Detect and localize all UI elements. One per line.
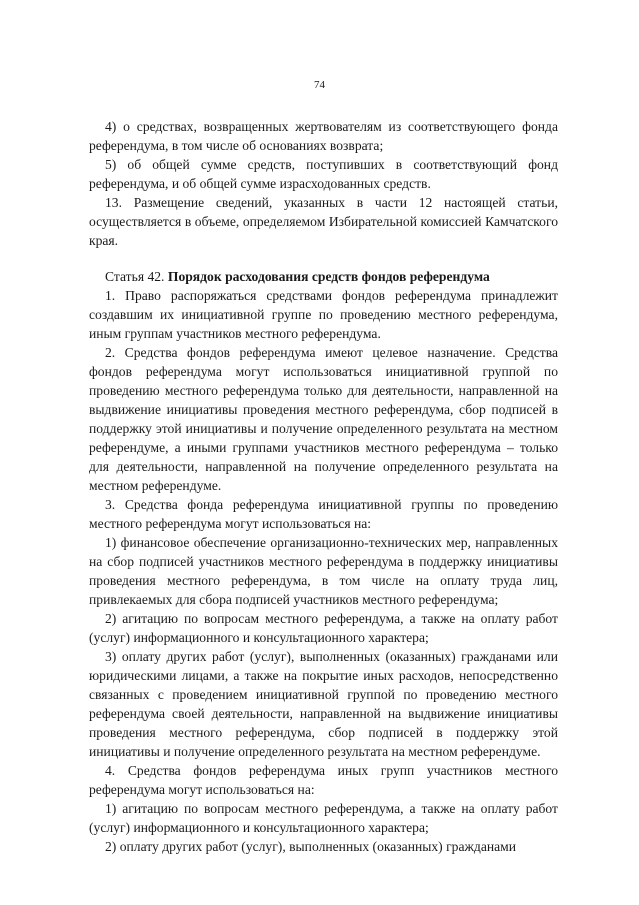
- paragraph-article-1: 1. Право распоряжаться средствами фондов референдума принадлежит создавшим их инициативной группе по проведению местного референдума, иным группам участников местного референдума.: [89, 288, 558, 341]
- paragraph-section-13: 13. Размещение сведений, указанных в части 12 настоящей статьи, осуществляется в объеме, определяемом Избирательной комиссией Камчатского края.: [89, 195, 558, 248]
- page-number: 74: [314, 79, 325, 91]
- article-label: Статья 42.: [105, 269, 165, 284]
- paragraph-article-4-item-1: 1) агитацию по вопросам местного референдума, а также на оплату работ (услуг) информационного и консультационного характера;: [89, 801, 558, 835]
- paragraph-article-3-item-3: 3) оплату других работ (услуг), выполненных (оказанных) гражданами или юридическими лицами, а также на покрытие иных расходов, непосредственно связанных с проведением инициативной группой по проведению местного референдума своей деятельности, направленной на выдвижение инициативы проведения местного референдума, сбор подписей в поддержку этой инициативы и получение определенного результата на местном референдуме.: [89, 649, 558, 759]
- paragraph-article-3-item-1: 1) финансовое обеспечение организационно-технических мер, направленных на сбор подписей участников местного референдума в поддержку инициативы проведения местного референдума, в том числе на оплату труда лиц, привлекаемых для сбора подписей участников местного референдума;: [89, 535, 558, 607]
- document-body: [89, 117, 558, 856]
- paragraph-article-3: 3. Средства фонда референдума инициативной группы по проведению местного референдума могут использоваться на:: [89, 497, 558, 531]
- paragraph-total-sums: 5) об общей сумме средств, поступивших в соответствующий фонд референдума, и об общей сумме израсходованных средств.: [89, 157, 558, 191]
- paragraph-article-4-item-2: 2) оплату других работ (услуг), выполненных (оказанных) гражданами: [105, 839, 517, 854]
- paragraph-article-2: 2. Средства фондов референдума имеют целевое назначение. Средства фондов референдума могут использоваться инициативной группой по проведению местного референдума только для деятельности, направленной на выдвижение инициативы проведения местного референдума, сбор подписей в поддержку этой инициативы и получение определенного результата на местном референдуме, а иными группами участников местного референдума – только для деятельности, направленной на получение определенного результата на местном референдуме.: [89, 345, 558, 493]
- paragraph-article-3-item-2: 2) агитацию по вопросам местного референдума, а также на оплату работ (услуг) информационного и консультационного характера;: [89, 611, 558, 645]
- paragraph-article-4: 4. Средства фондов референдума иных групп участников местного референдума могут использоваться на:: [89, 763, 558, 797]
- article-heading: [89, 267, 558, 286]
- paragraph-refund-info: 4) о средствах, возвращенных жертвователям из соответствующего фонда референдума, в том числе об основаниях возврата;: [89, 119, 558, 153]
- article-title: Порядок расходования средств фондов референдума: [167, 269, 490, 284]
